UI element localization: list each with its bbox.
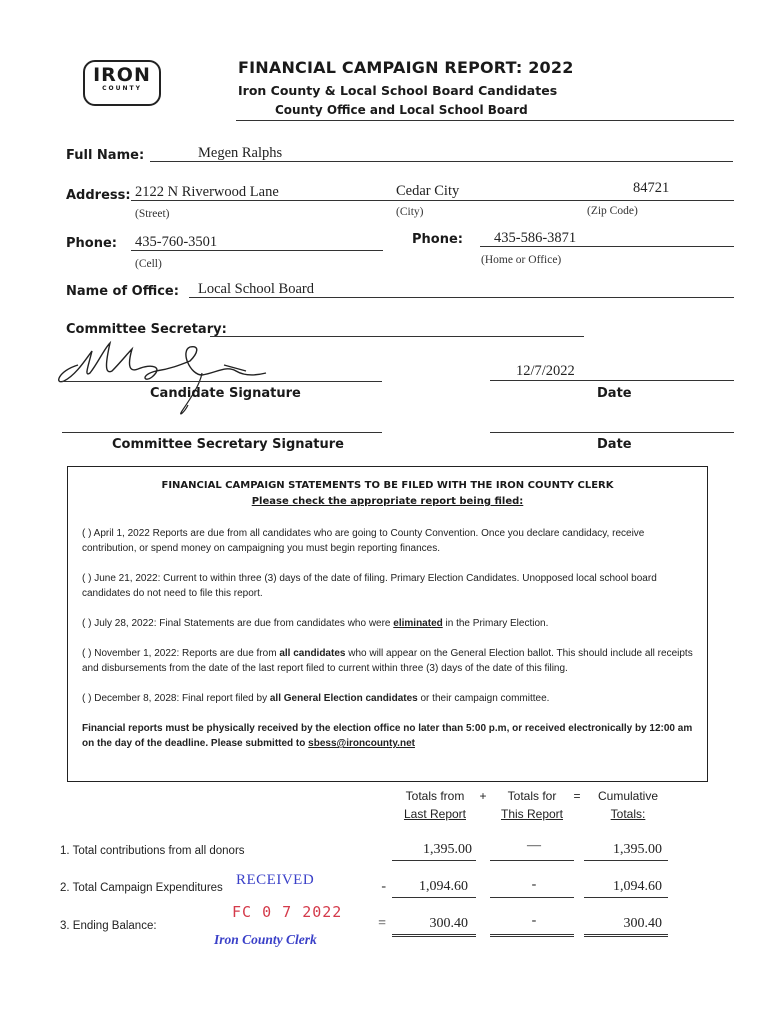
plus-sign: + xyxy=(479,789,487,803)
page-subtitle: Iron County & Local School Board Candidates xyxy=(238,83,558,98)
secretary-signature-label: Committee Secretary Signature xyxy=(112,437,344,452)
row-contributions-this: — xyxy=(527,838,541,853)
option-april: ( ) April 1, 2022 Reports are due from all candidates who are going to County Convention. Once you declare candidacy, receive contribution, or spend money on campaigning you must begin reporting finances. xyxy=(82,528,645,554)
committee-secretary-label: Committee Secretary: xyxy=(66,322,227,337)
home-caption: (Home or Office) xyxy=(481,254,562,266)
row2-line-last xyxy=(392,897,476,898)
home-line xyxy=(480,246,734,247)
deadline-note: Financial reports must be physically received by the election office no later than 5:00 p.m, or received electronically by 12:00 am on the day of the deadline. Please submitted to sbess@ironcounty.net xyxy=(82,723,693,749)
row1-line-last xyxy=(392,860,476,861)
page-subtitle-2: County Office and Local School Board xyxy=(275,103,528,117)
row-contributions-last: 1,395.00 xyxy=(423,842,472,857)
row-contributions-label: 1. Total contributions from all donors xyxy=(60,845,245,857)
row-ending-balance-this: - xyxy=(531,913,537,928)
phone2-label: Phone: xyxy=(412,232,463,247)
equals-sign: = xyxy=(573,789,581,803)
zip-value: 84721 xyxy=(633,180,670,196)
option-december: ( ) December 8, 2028: Final report filed by all General Election candidates or their campaign committee. xyxy=(82,693,550,704)
address-line xyxy=(131,200,734,201)
option-june: ( ) June 21, 2022: Current to within three (3) days of the date of filing. Primary Election Candidates. Unopposed local school board candidates do not need to file this report. xyxy=(82,573,657,599)
option-november: ( ) November 1, 2022: Reports are due from all candidates who will appear on the General Election ballot. This should include all receipts and disbursements from the date of the last report filed to current within three (3) days of the date of this filing. xyxy=(82,648,693,674)
city-caption: (City) xyxy=(396,206,424,218)
instructions-subheading: Please check the appropriate report being filed: xyxy=(251,496,524,507)
iron-county-logo xyxy=(83,60,161,106)
row-ending-balance-cum: 300.40 xyxy=(623,916,662,931)
row2-line-this xyxy=(490,897,574,898)
cell-value: 435-760-3501 xyxy=(135,234,218,250)
candidate-signature-line xyxy=(62,381,382,382)
office-value: Local School Board xyxy=(198,281,314,297)
logo-subtext: COUNTY xyxy=(102,85,142,92)
page-title: FINANCIAL CAMPAIGN REPORT: 2022 xyxy=(238,58,574,77)
row-ending-balance-op: = xyxy=(378,916,386,931)
col-cumulative-header: Cumulative Totals: xyxy=(597,789,659,821)
received-stamp-clerk: Iron County Clerk xyxy=(214,932,317,947)
row3-line-this xyxy=(490,934,574,937)
row-ending-balance-label: 3. Ending Balance: xyxy=(60,920,157,932)
full-name-label: Full Name: xyxy=(66,148,145,163)
full-name-value: Megen Ralphs xyxy=(198,145,283,161)
header-rule xyxy=(236,120,734,121)
row3-line-cum xyxy=(584,934,668,937)
city-value: Cedar City xyxy=(396,183,460,199)
date-label: Date xyxy=(597,386,632,401)
clerk-email-link[interactable]: sbess@ironcounty.net xyxy=(308,738,415,749)
date-label-2: Date xyxy=(597,437,632,452)
row3-line-last xyxy=(392,934,476,937)
col-last-report-header: Totals from Last Report xyxy=(403,789,467,821)
instructions-heading: FINANCIAL CAMPAIGN STATEMENTS TO BE FILED WITH THE IRON COUNTY CLERK xyxy=(161,480,614,491)
secretary-signature-line xyxy=(62,432,382,433)
row-contributions-cum: 1,395.00 xyxy=(613,842,662,857)
address-label: Address: xyxy=(66,188,131,203)
office-label: Name of Office: xyxy=(66,284,179,299)
date-line xyxy=(490,380,734,381)
zip-caption: (Zip Code) xyxy=(587,205,638,217)
cell-line xyxy=(131,250,383,251)
street-caption: (Street) xyxy=(135,208,170,220)
row1-line-this xyxy=(490,860,574,861)
option-july: ( ) July 28, 2022: Final Statements are due from candidates who were eliminated in the Primary Election. xyxy=(82,618,549,629)
row2-line-cum xyxy=(584,897,668,898)
cell-caption: (Cell) xyxy=(135,258,162,270)
row-expenditures-cum: 1,094.60 xyxy=(613,879,662,894)
row1-line-cum xyxy=(584,860,668,861)
date-line-2 xyxy=(490,432,734,433)
row-expenditures-last: 1,094.60 xyxy=(419,879,468,894)
row-expenditures-label: 2. Total Campaign Expenditures xyxy=(60,882,223,894)
logo-text: IRON xyxy=(93,64,151,86)
received-stamp-date: FC 0 7 2022 xyxy=(232,903,343,921)
row-expenditures-op: - xyxy=(381,879,386,894)
row-ending-balance-last: 300.40 xyxy=(429,916,468,931)
candidate-signature-label: Candidate Signature xyxy=(150,386,301,401)
full-name-line xyxy=(150,161,733,162)
office-line xyxy=(189,297,734,298)
home-value: 435-586-3871 xyxy=(494,230,577,246)
row-expenditures-this: - xyxy=(531,877,537,892)
street-value: 2122 N Riverwood Lane xyxy=(135,184,279,200)
date-value: 12/7/2022 xyxy=(516,363,575,379)
phone-label: Phone: xyxy=(66,236,117,251)
received-stamp: RECEIVED xyxy=(236,872,315,888)
col-this-report-header: Totals for This Report xyxy=(500,789,564,821)
